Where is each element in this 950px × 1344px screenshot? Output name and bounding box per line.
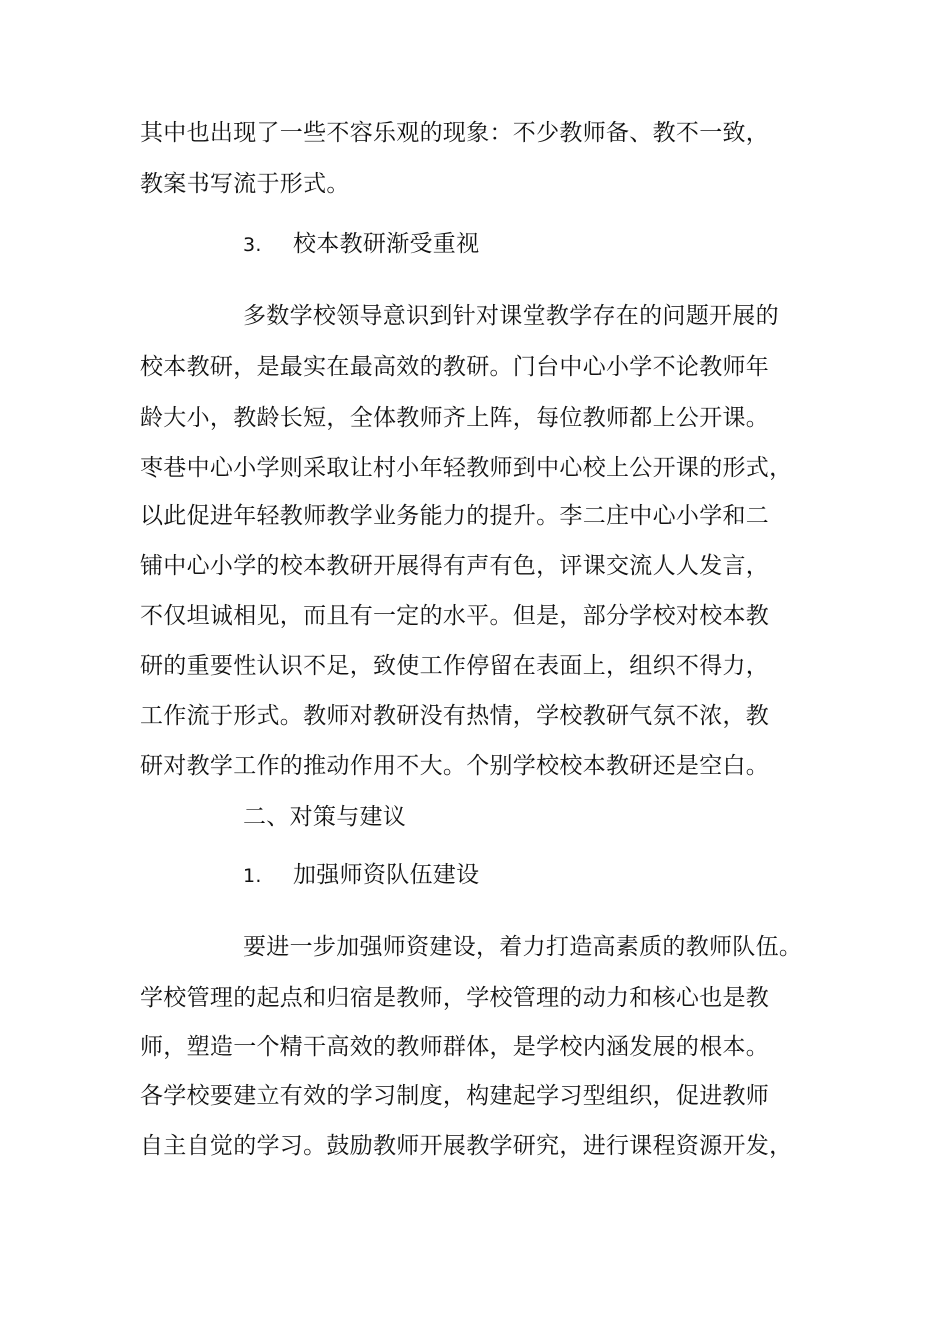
paragraph-1-line-3: 师，塑造一个精干高效的教师群体，是学校内涵发展的根本。 bbox=[140, 1034, 770, 1060]
heading-1 bbox=[243, 859, 479, 892]
paragraph-3-line-2: 校本教研，是最实在最高效的教研。门台中心小学不论教师年 bbox=[140, 354, 770, 380]
heading-1-number: 1. bbox=[243, 865, 262, 887]
intro-line-2: 教案书写流于形式。 bbox=[140, 171, 350, 197]
paragraph-3-line-4: 枣巷中心小学则采取让村小年轻教师到中心校上公开课的形式， bbox=[140, 455, 793, 481]
paragraph-3-line-1: 多数学校领导意识到针对课堂教学存在的问题开展的 bbox=[243, 303, 779, 329]
paragraph-3-line-9: 工作流于形式。教师对教研没有热情，学校教研气氛不浓，教 bbox=[140, 703, 770, 729]
paragraph-3-line-10: 研对教学工作的推动作用不大。个别学校校本教研还是空白。 bbox=[140, 753, 770, 779]
heading-1-title: 加强师资队伍建设 bbox=[293, 862, 480, 888]
paragraph-1-line-1: 要进一步加强师资建设，着力打造高素质的教师队伍。 bbox=[243, 934, 803, 960]
heading-3-title: 校本教研渐受重视 bbox=[293, 231, 480, 257]
heading-3-number: 3. bbox=[243, 234, 262, 256]
paragraph-3-line-7: 不仅坦诚相见，而且有一定的水平。但是，部分学校对校本教 bbox=[140, 603, 770, 629]
paragraph-1-line-5: 自主自觉的学习。鼓励教师开展教学研究，进行课程资源开发， bbox=[140, 1133, 793, 1159]
paragraph-1-line-4: 各学校要建立有效的学习制度，构建起学习型组织，促进教师 bbox=[140, 1083, 770, 1109]
intro-line-1: 其中也出现了一些不容乐观的现象：不少教师备、教不一致， bbox=[140, 120, 770, 146]
paragraph-3-line-8: 研的重要性认识不足，致使工作停留在表面上，组织不得力， bbox=[140, 653, 770, 679]
paragraph-1-line-2: 学校管理的起点和归宿是教师，学校管理的动力和核心也是教 bbox=[140, 985, 770, 1011]
paragraph-3-line-5: 以此促进年轻教师教学业务能力的提升。李二庄中心小学和二 bbox=[140, 503, 770, 529]
heading-3 bbox=[243, 228, 479, 261]
section-2-title: 二、对策与建议 bbox=[243, 804, 407, 830]
paragraph-3-line-6: 铺中心小学的校本教研开展得有声有色，评课交流人人发言， bbox=[140, 553, 770, 579]
paragraph-3-line-3: 龄大小，教龄长短，全体教师齐上阵，每位教师都上公开课。 bbox=[140, 405, 770, 431]
